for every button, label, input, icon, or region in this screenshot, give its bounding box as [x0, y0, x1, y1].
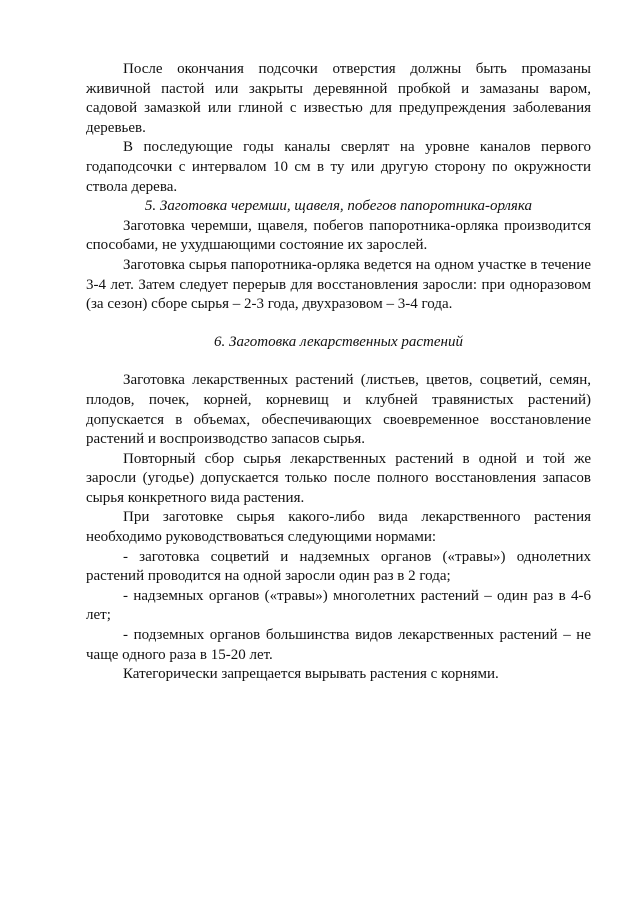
- paragraph-repeat-harvest: Повторный сбор сырья лекарственных растений в одной и той же заросли (угодье) допускается только после полного восстановления запасов сырья конкретного вида растения.: [86, 450, 591, 506]
- paragraph-norms-intro: При заготовке сырья какого-либо вида лекарственного растения необходимо руководствоваться следующими нормами:: [86, 509, 591, 546]
- paragraph-prohibition: Категорически запрещается вырывать растения с корнями.: [123, 666, 499, 683]
- paragraph-medicinal-harvest: Заготовка лекарственных растений (листьев, цветов, соцветий, семян, плодов, почек, корней, корневищ и клубней травянистых растений) допускается в объемах, обеспечивающих своевременное восстановление растений и воспроизводство запасов сырья.: [86, 372, 591, 448]
- list-item-annual-plants: - заготовка соцветий и надземных органов («травы») однолетних растений проводится на одной заросли один раз в 2 года;: [86, 548, 591, 585]
- document-page: [86, 60, 591, 685]
- section-heading-5: 5. Заготовка черемши, щавеля, побегов папоротника-орляка: [144, 198, 533, 215]
- paragraph-harvest-methods: Заготовка черемши, щавеля, побегов папоротника-орляка производится способами, не ухудшающими состояние их зарослей.: [86, 217, 591, 254]
- section-heading-6: 6. Заготовка лекарственных растений: [214, 333, 463, 350]
- paragraph-tapping-holes: После окончания подсочки отверстия должны быть промазаны живичной пастой или закрыты деревянной пробкой и замазаны варом, садовой замазкой или глиной с известью для предупреждения заболевания деревьев.: [86, 61, 591, 136]
- list-item-underground-organs: - подземных органов большинства видов лекарственных растений – не чаще одного раза в 15-20 лет.: [86, 627, 591, 663]
- paragraph-bracken-harvest: Заготовка сырья папоротника-орляка ведется на одном участке в течение 3-4 лет. Затем следует перерыв для восстановления заросли: при одноразовом (за сезон) сборе сырья – 2-3 года, двухразовом – 3-4 года.: [86, 256, 591, 313]
- list-item-perennial-plants: - надземных органов («травы») многолетних растений – один раз в 4-6 лет;: [86, 587, 591, 624]
- paragraph-channel-drilling: В последующие годы каналы сверлят на уровне каналов первого годаподсочки с интервалом 10 см в ту или другую сторону по окружности ствола дерева.: [86, 139, 591, 195]
